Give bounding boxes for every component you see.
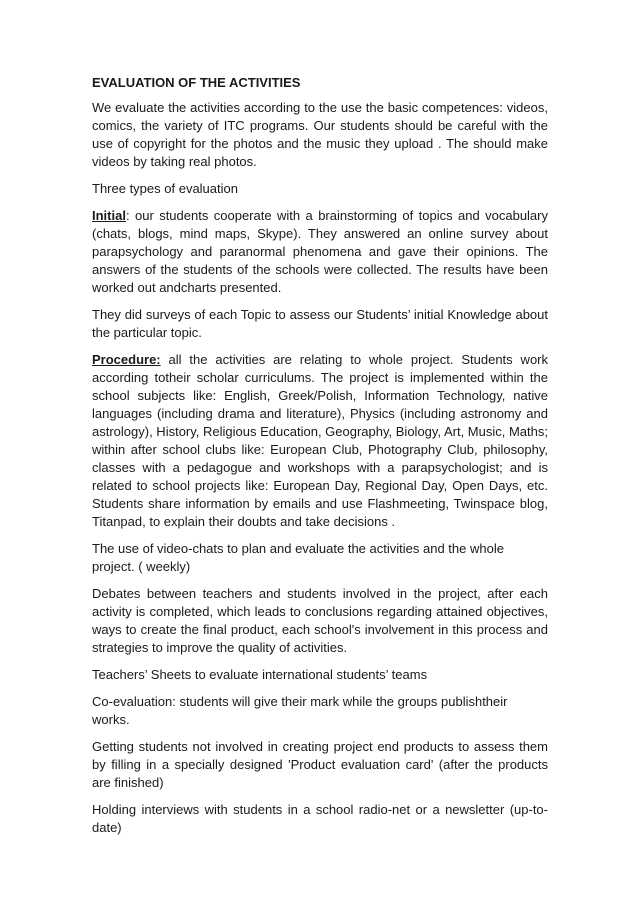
initial-label: Initial [92, 208, 126, 223]
surveys-paragraph: They did surveys of each Topic to assess our Students’ initial Knowledge about the particular topic. [92, 307, 548, 340]
co-evaluation-paragraph: Co-evaluation: students will give their mark while the groups publishtheir works. [92, 694, 508, 727]
initial-text: : our students cooperate with a brainstorming of topics and vocabulary (chats, blogs, mind maps, Skype). They answered an online survey about parapsychology and paranormal phenomena and gave their opinions. The answers of the students of the schools were collected. The results have been worked out andcharts presented. [92, 208, 548, 295]
teachers-sheets-paragraph: Teachers’ Sheets to evaluate international students’ teams [92, 667, 428, 682]
interviews-paragraph: Holding interviews with students in a school radio-net or a newsletter (up-to-date) [92, 802, 548, 835]
procedure-label: Procedure: [92, 352, 161, 367]
procedure-paragraph [92, 351, 548, 531]
video-chats-paragraph: The use of video-chats to plan and evaluate the activities and the whole project. ( weekly) [92, 541, 504, 574]
initial-paragraph [92, 207, 548, 297]
page-title: EVALUATION OF THE ACTIVITIES [92, 75, 301, 90]
document-page [92, 74, 548, 846]
types-heading: Three types of evaluation [92, 181, 238, 196]
procedure-text: all the activities are relating to whole project. Students work according totheir scholar curriculums. The project is implemented within the school subjects like: English, Greek/Polish, Information Technology, native languages (including drama and literature), Physics (including astronomy and astrology), History, Religious Education, Geography, Biology, Art, Music, Maths; within after school clubs like: European Club, Photography Club, philosophy, classes with a pedagogue and workshops with a parapsychologist; and is related to school projects like: European Day, Regional Day, Open Days, etc. Students share information by emails and use Flashmeeting, Twinspace blog, Titanpad, to explain their doubts and take decisions . [92, 352, 548, 529]
intro-paragraph: We evaluate the activities according to the use the basic competences: videos, comics, the variety of ITC programs. Our students should be careful with the use of copyright for the photos and the music they upload . The should make videos by taking real photos. [92, 100, 548, 169]
getting-students-paragraph: Getting students not involved in creating project end products to assess them by filling in a specially designed 'Product evaluation card' (after the products are finished) [92, 739, 548, 790]
debates-paragraph: Debates between teachers and students involved in the project, after each activity is completed, which leads to conclusions regarding attained objectives, ways to create the final product, each school's involvement in this process and strategies to improve the quality of activities. [92, 586, 548, 655]
